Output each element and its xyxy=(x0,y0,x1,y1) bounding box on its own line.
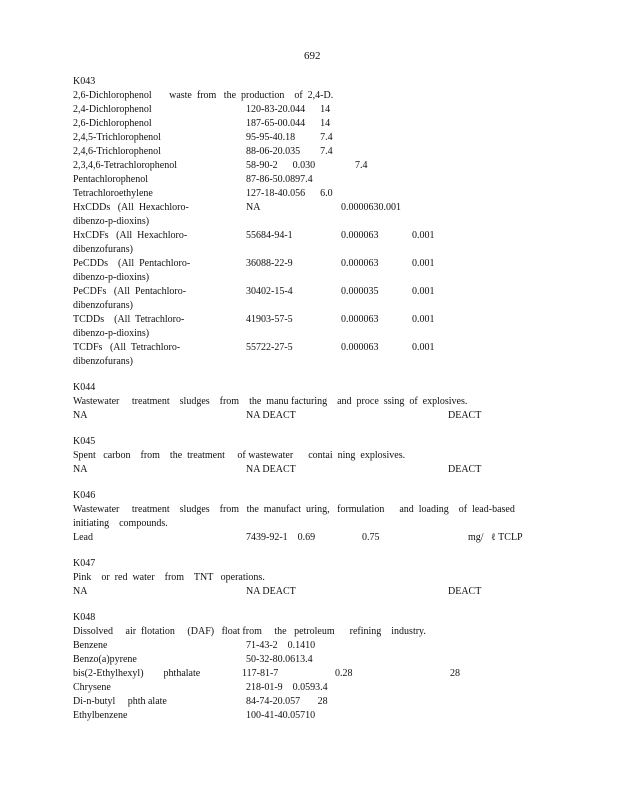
table-cell: NA DEACT xyxy=(246,464,296,475)
section-code: K046 xyxy=(73,490,96,501)
table-cell: 0.000063 xyxy=(341,258,379,269)
table-cell: 87-86-50.0897.4 xyxy=(246,174,313,185)
table-row-label: 2,4-Dichlorophenol xyxy=(73,104,152,115)
table-cell: DEACT xyxy=(448,586,482,597)
table-row-label: Pentachlorophenol xyxy=(73,174,148,185)
table-row-label: Tetrachloroethylene xyxy=(73,188,153,199)
section-code: K044 xyxy=(73,382,96,393)
table-row-label: 2,4,6-Trichlorophenol xyxy=(73,146,161,157)
table-cell: 41903-57-5 xyxy=(246,314,293,325)
table-row-label: 2,6-Dichlorophenol xyxy=(73,118,152,129)
table-cell: 88-06-20.035 7.4 xyxy=(246,146,333,157)
table-row-label: Wastewater treatment sludges from the manu facturing and proce ssing of explosives. xyxy=(73,396,468,407)
table-cell: NA DEACT xyxy=(246,410,296,421)
table-row-label: HxCDFs (All Hexachloro- xyxy=(73,230,188,241)
table-row-label: HxCDDs (All Hexachloro- xyxy=(73,202,189,213)
table-row-label: dibenzo-p-dioxins) xyxy=(73,328,150,339)
table-row-label: PeCDDs (All Pentachloro- xyxy=(73,258,191,269)
table-row-label: Lead xyxy=(73,532,93,543)
table-cell: mg/ ℓ TCLP xyxy=(468,532,523,543)
table-cell: 0.001 xyxy=(412,230,435,241)
table-row-label: TCDDs (All Tetrachloro- xyxy=(73,314,185,325)
table-cell: 28 xyxy=(450,668,460,679)
table-cell: 0.000063 xyxy=(341,230,379,241)
table-cell: 0.001 xyxy=(412,286,435,297)
table-row-label: dibenzofurans) xyxy=(73,356,133,367)
table-row-label: Ethylbenzene xyxy=(73,710,128,721)
table-cell: 7.4 xyxy=(355,160,368,171)
table-cell: 0.000063 xyxy=(341,342,379,353)
table-cell: 7439-92-1 0.69 xyxy=(246,532,316,543)
table-cell: 55684-94-1 xyxy=(246,230,293,241)
section-code: K043 xyxy=(73,76,96,87)
section-code: K048 xyxy=(73,612,96,623)
table-cell: 50-32-80.0613.4 xyxy=(246,654,313,665)
table-row-label: Wastewater treatment sludges from the manufact uring, formulation and loading of lead-based xyxy=(73,504,515,515)
table-cell: 95-95-40.18 7.4 xyxy=(246,132,333,143)
table-row-label: 2,4,5-Trichlorophenol xyxy=(73,132,161,143)
table-row-label: NA xyxy=(73,410,88,421)
table-cell: 0.0000630.001 xyxy=(341,202,401,213)
table-cell: 100-41-40.05710 xyxy=(246,710,316,721)
table-cell: DEACT xyxy=(448,464,482,475)
table-row-label: Di-n-butyl phth alate xyxy=(73,696,167,707)
table-row-label: initiating compounds. xyxy=(73,518,168,529)
table-cell: 30402-15-4 xyxy=(246,286,293,297)
table-cell: NA xyxy=(246,202,261,213)
table-cell: 120-83-20.044 14 xyxy=(246,104,331,115)
table-cell: NA DEACT xyxy=(246,586,296,597)
table-cell: 58-90-2 0.030 xyxy=(246,160,316,171)
table-cell: 127-18-40.056 6.0 xyxy=(246,188,333,199)
page-number: 692 xyxy=(304,50,321,62)
table-row-label: Pink or red water from TNT operations. xyxy=(73,572,265,583)
table-row-label: Benzo(a)pyrene xyxy=(73,654,137,665)
table-row-label: NA xyxy=(73,464,88,475)
table-cell: 84-74-20.057 28 xyxy=(246,696,328,707)
table-row-label: bis(2-Ethylhexyl) phthalate xyxy=(73,668,201,679)
table-row-label: Chrysene xyxy=(73,682,111,693)
table-cell: 71-43-2 0.1410 xyxy=(246,640,316,651)
table-cell: 0.001 xyxy=(412,258,435,269)
table-row-label: Dissolved air flotation (DAF) float from the petroleum refining industry. xyxy=(73,626,426,637)
table-cell: DEACT xyxy=(448,410,482,421)
table-cell: 0.000035 xyxy=(341,286,379,297)
table-row-label: dibenzo-p-dioxins) xyxy=(73,216,150,227)
table-row-label: dibenzo-p-dioxins) xyxy=(73,272,150,283)
table-cell: 187-65-00.044 14 xyxy=(246,118,331,129)
table-row-label: TCDFs (All Tetrachloro- xyxy=(73,342,181,353)
table-row-label: PeCDFs (All Pentachloro- xyxy=(73,286,187,297)
table-cell: 36088-22-9 xyxy=(246,258,293,269)
table-cell: 117-81-7 xyxy=(242,668,279,679)
table-row-label: dibenzofurans) xyxy=(73,244,133,255)
table-row-label: Spent carbon from the treatment of wastewater contai ning explosives. xyxy=(73,450,406,461)
table-cell: 0.75 xyxy=(362,532,380,543)
table-cell: 218-01-9 0.0593.4 xyxy=(246,682,328,693)
table-cell: 55722-27-5 xyxy=(246,342,293,353)
table-row-label: NA xyxy=(73,586,88,597)
section-code: K047 xyxy=(73,558,96,569)
table-row-label: 2,6-Dichlorophenol waste from the production of 2,4-D. xyxy=(73,90,334,101)
table-cell: 0.000063 xyxy=(341,314,379,325)
table-cell: 0.001 xyxy=(412,314,435,325)
table-row-label: 2,3,4,6-Tetrachlorophenol xyxy=(73,160,177,171)
table-cell: 0.001 xyxy=(412,342,435,353)
table-row-label: dibenzofurans) xyxy=(73,300,133,311)
table-cell: 0.28 xyxy=(335,668,353,679)
section-code: K045 xyxy=(73,436,96,447)
table-row-label: Benzene xyxy=(73,640,108,651)
